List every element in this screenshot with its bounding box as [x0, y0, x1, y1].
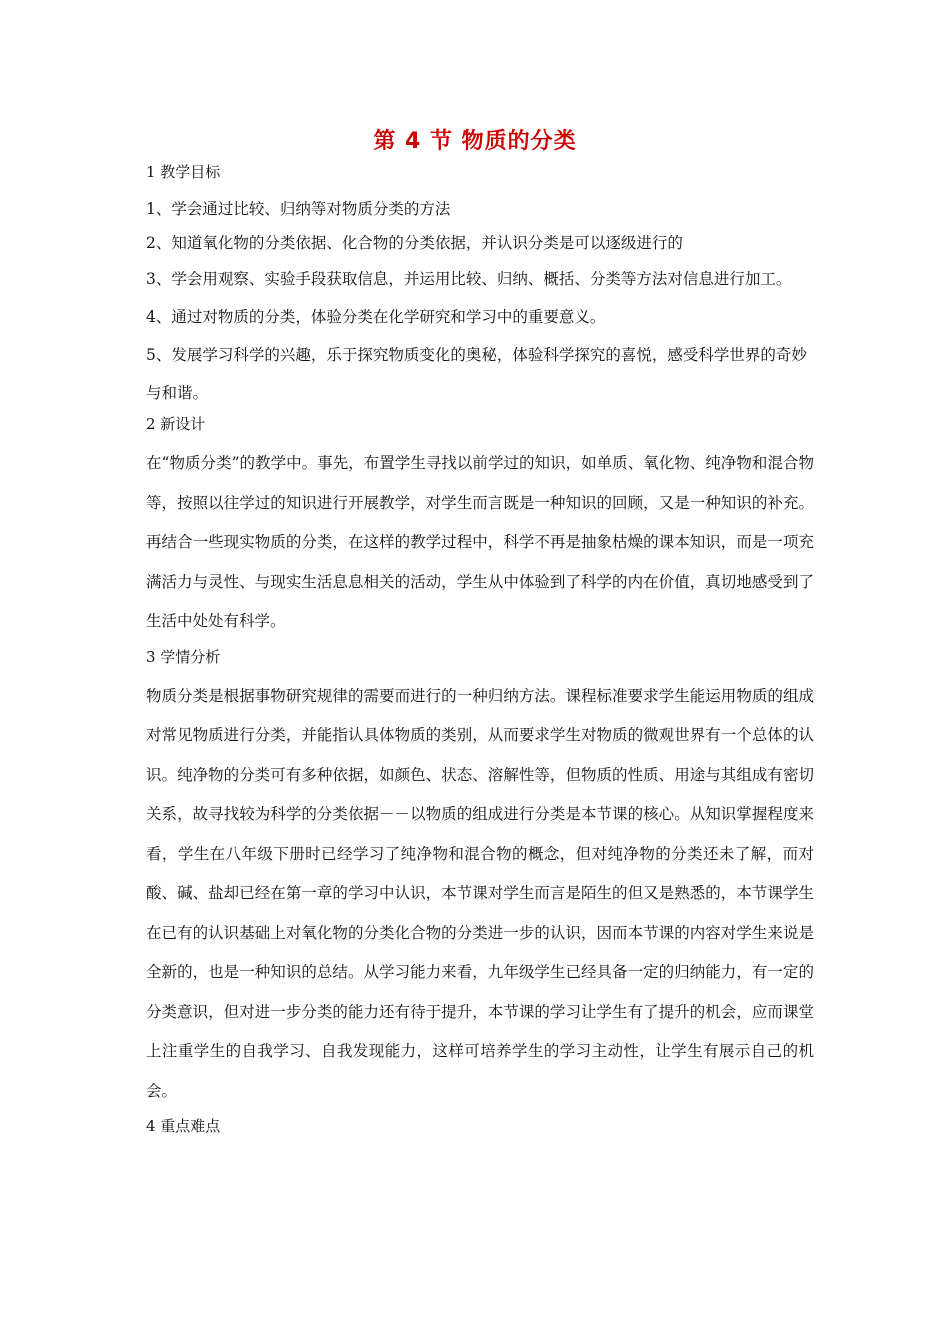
goal-item-2: 2、知道氧化物的分类依据、化合物的分类依据，并认识分类是可以逐级进行的 [146, 234, 683, 252]
design-paragraph: 在“物质分类”的教学中。事先，布置学生寻找以前学过的知识，如单质、氧化物、纯净物和混合物等，按照以往学过的知识进行开展教学，对学生而言既是一种知识的回顾，又是一种知识的补充。再结合一些现实物质的分类，在这样的教学过程中，科学不再是抽象枯燥的课本知识，而是一项充满活力与灵性、与现实生活息息相关的活动，学生从中体验到了科学的内在价值，真切地感受到了生活中处处有科学。 [146, 454, 814, 630]
section-heading-design: 2 新设计 [146, 415, 206, 433]
section-heading-keypoints: 4 重点难点 [146, 1117, 221, 1135]
goal-item-3: 3、学会用观察、实验手段获取信息，并运用比较、归纳、概括、分类等方法对信息进行加工。 [146, 270, 792, 288]
analysis-paragraph: 物质分类是根据事物研究规律的需要而进行的一种归纳方法。课程标准要求学生能运用物质的组成对常见物质进行分类，并能指认具体物质的类别，从而要求学生对物质的微观世界有一个总体的认识。纯净物的分类可有多种依据，如颜色、状态、溶解性等，但物质的性质、用途与其组成有密切关系，故寻找较为科学的分类依据－－以物质的组成进行分类是本节课的核心。从知识掌握程度来看，学生在八年级下册时已经学习了纯净物和混合物的概念，但对纯净物的分类还未了解，而对酸、碱、盐却已经在第一章的学习中认识，本节课对学生而言是陌生的但又是熟悉的，本节课学生在已有的认识基础上对氧化物的分类化合物的分类进一步的认识，因而本节课的内容对学生来说是全新的，也是一种知识的总结。从学习能力来看，九年级学生已经具备一定的归纳能力，有一定的分类意识，但对进一步分类的能力还有待于提升，本节课的学习让学生有了提升的机会，应而课堂上注重学生的自我学习、自我发现能力，这样可培养学生的学习主动性，让学生有展示自己的机会。 [146, 686, 814, 1100]
page-title: 第 4 节 物质的分类 [373, 129, 577, 154]
goal-item-1: 1、学会通过比较、归纳等对物质分类的方法 [146, 200, 451, 218]
section-heading-goals: 1 教学目标 [146, 163, 221, 181]
section-heading-analysis: 3 学情分析 [146, 647, 221, 666]
goal-item-5: 5、发展学习科学的兴趣，乐于探究物质变化的奥秘，体验科学探究的喜悦，感受科学世界的奇妙与和谐。 [146, 346, 807, 402]
goal-item-4: 4、通过对物质的分类，体验分类在化学研究和学习中的重要意义。 [146, 308, 606, 326]
document-body [146, 160, 814, 1146]
